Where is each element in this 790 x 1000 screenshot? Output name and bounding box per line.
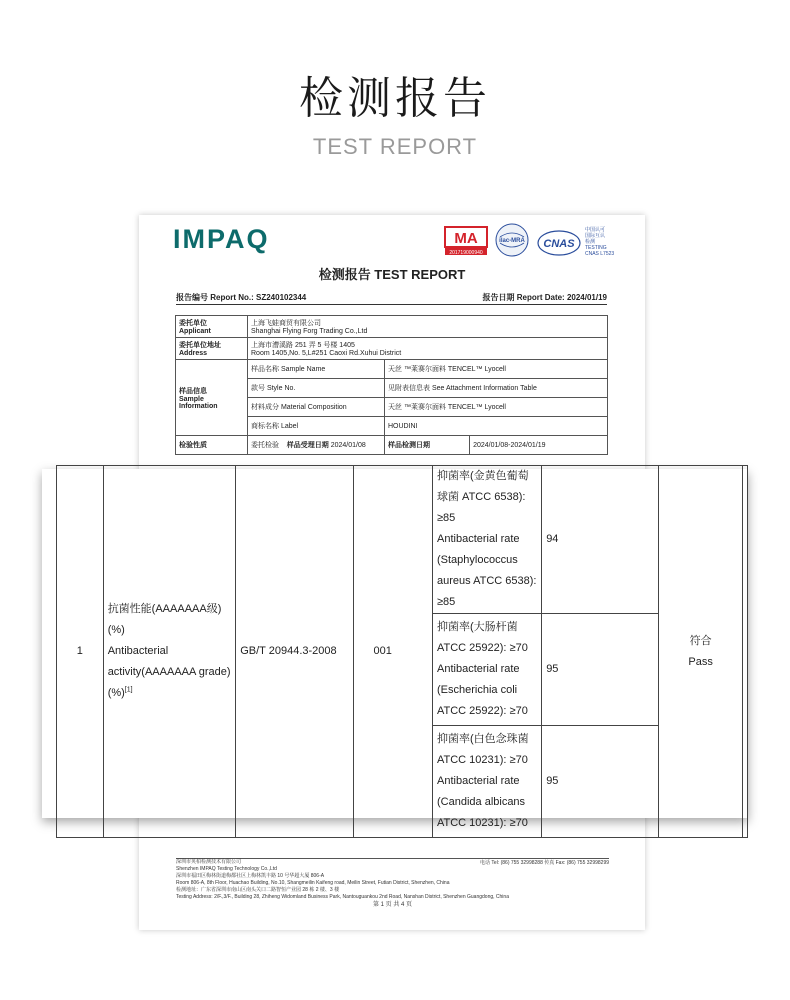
cma-certification-icon: [444, 226, 488, 256]
applicant-info-table: [175, 315, 608, 455]
test-result-table: [56, 465, 748, 838]
result-value-1: 94: [542, 466, 659, 614]
test-standard: GB/T 20944.3-2008: [236, 466, 353, 838]
page-number: 第 1 页 共 4 页: [372, 902, 412, 908]
requirement-3: 抑菌率(白色念珠菌 ATCC 10231): ≥70 Antibacterial rate (Candida albicans ATCC 10231): ≥70: [433, 726, 542, 838]
svg-text:ilac-MRA: ilac-MRA: [499, 238, 525, 244]
table-row: 委托单位地址 Address 上海市漕溪路 251 弄 5 号楼 1405 Room 1405,No. 5,L#251 Caoxi Rd.Xuhui District: [176, 338, 608, 360]
svg-text:MA: MA: [454, 230, 478, 247]
table-row: 检验性质 委托检验 样品受理日期 2024/01/08 样品检测日期 2024/01/08-2024/01/19: [176, 436, 608, 455]
ilac-mra-icon: [495, 223, 529, 257]
report-footer: 电话 Tel: (86) 755 32998288 传真 Fax: (86) 755 32998299 深圳市英柏检测技术有限公司 Shenzhen IMPAQ Testing Technology Co.,Ltd 深圳市福田区梅林街道梅都社区上梅林凯丰路 10 号华超大厦 806-A Room 806-A, 8th Floor, Huachao Building, No.10, Shangmeilin Kaifeng road, Meilin Street, Futian District, Shenzhen, China 检测地址：广东省深圳市南山区南头关口二路智恒产业园 28 栋 2 楼、3 楼 Testing Address: 2/F.,3/F., Building 28, Zhiheng Widomland Business Park, Nantouguankou 2nd Road, Nanshan District, Shenzhen Guangdong, China 第 1 页 共 4 页: [176, 859, 609, 908]
sample-number: 001: [353, 466, 433, 838]
table-row: 材料成分 Material Composition 天丝 ™莱赛尔面料 TENCEL™ Lyocell: [176, 398, 608, 417]
table-row: [57, 466, 748, 614]
result-value-2: 95: [542, 614, 659, 726]
report-title: 检测报告 TEST REPORT: [318, 267, 466, 282]
impaq-logo: IMPAQ: [173, 224, 270, 254]
item-index: 1: [57, 466, 104, 838]
requirement-1: 抑菌率(金黄色葡萄球菌 ATCC 6538): ≥85 Antibacterial rate (Staphylococcus aureus ATCC 6538): ≥85: [433, 466, 542, 614]
page-subtitle: TEST REPORT: [312, 134, 478, 159]
table-row: 款号 Style No. 见附表信息表 See Attachment Information Table: [176, 379, 608, 398]
svg-text:201719000940: 201719000940: [449, 250, 483, 256]
table-row: 样品信息 Sample Information 样品名称 Sample Name 天丝 ™莱赛尔面料 TENCEL™ Lyocell: [176, 360, 608, 379]
verdict: 符合 Pass: [659, 466, 743, 838]
cnas-caption: 中国认可 国际互认 检测 TESTING CNAS L7523: [585, 227, 615, 257]
table-row: 商标名称 Label HOUDINI: [176, 417, 608, 436]
report-number: 报告编号 Report No.: SZ240102344: [176, 293, 307, 302]
zoomed-result-table: [42, 469, 748, 829]
test-item: 抗菌性能(AAAAAAA级)(%) Antibacterial activity(AAAAAAA grade)(%)[1]: [103, 466, 236, 838]
result-value-3: 95: [542, 726, 659, 838]
requirement-2: 抑菌率(大肠杆菌 ATCC 25922): ≥70 Antibacterial rate (Escherichia coli ATCC 25922): ≥70: [433, 614, 542, 726]
page-title: 检测报告: [299, 73, 491, 124]
cnas-icon: [537, 229, 581, 257]
table-row: 委托单位 Applicant 上海飞蛙商贸有限公司 Shanghai Flying Forg Trading Co.,Ltd: [176, 316, 608, 338]
report-date: 报告日期 Report Date: 2024/01/19: [482, 293, 607, 302]
svg-text:CNAS: CNAS: [543, 238, 575, 250]
divider: [176, 304, 607, 305]
